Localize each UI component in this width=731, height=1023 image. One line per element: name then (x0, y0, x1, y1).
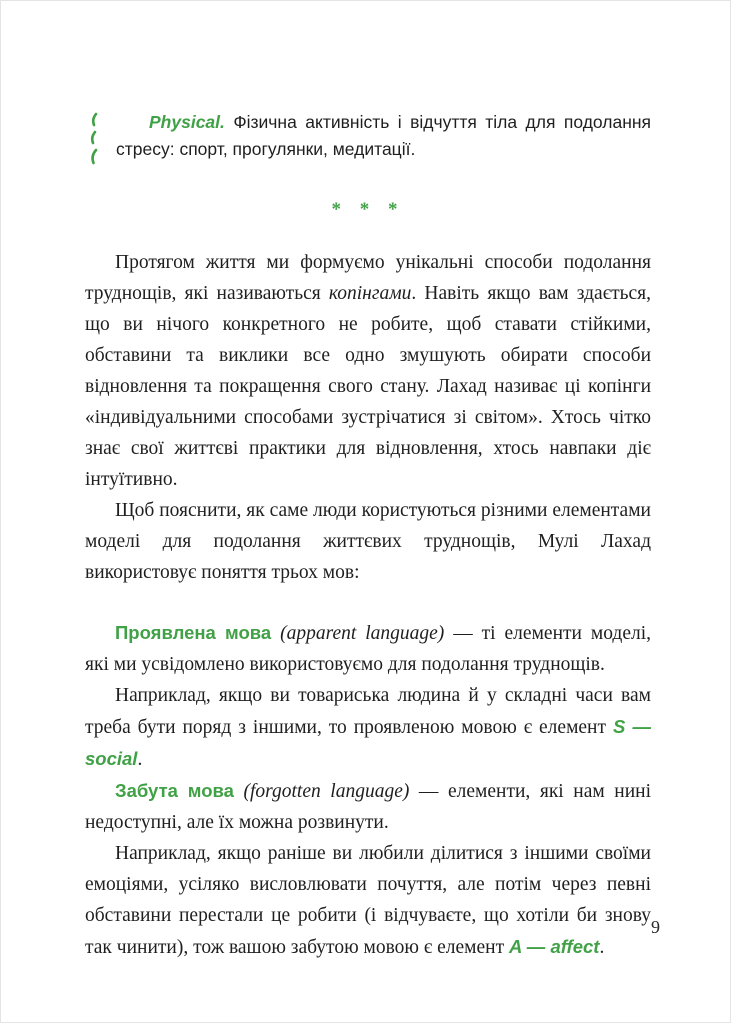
quote-text (116, 109, 651, 163)
term-apparent-language: Проявлена мова (115, 622, 272, 643)
paragraph-three-languages-intro (85, 495, 651, 588)
paragraph-apparent-language (85, 617, 651, 680)
paragraph-text: . (599, 937, 605, 958)
italic-term-copings: копінгами (328, 283, 412, 304)
term-s-social: S — social (85, 716, 652, 769)
paragraph-text: . (137, 749, 143, 770)
text-column (85, 109, 651, 963)
paragraph-text: Наприклад, якщо ви товариська людина й у складні часи вам треба бути поряд з іншими, то проявленою мовою є елемент (85, 685, 651, 738)
italic-forgotten-language: (forgotten language) (233, 781, 410, 802)
paragraph-social-example (85, 680, 651, 775)
page-number: 9 (651, 917, 660, 937)
quote-body: Фізична активність і відчуття тіла для подолання стресу: спорт, прогулянки, медитації. (116, 112, 651, 159)
paragraph-text: Щоб пояснити, як саме люди користуються різними елементами моделі для подолання життєвих труднощів, Мулі Лахад використовує поняття трьох мов: (85, 500, 651, 583)
paragraph-forgotten-language (85, 775, 651, 838)
paragraph-text: — елементи, які нам нині недоступні, але їх можна розвинути. (85, 781, 651, 833)
paragraph-text: — ті елементи моделі, які ми усвідомлено використовуємо для подолання труднощів. (85, 623, 652, 675)
quote-mark-icon (87, 112, 105, 174)
paragraph-copings (85, 247, 651, 495)
term-forgotten-language: Забута мова (115, 780, 234, 801)
paragraph-text: Протягом життя ми формуємо унікальні способи подолання труднощів, які називаються (85, 252, 651, 304)
term-a-affect: A — affect (508, 936, 600, 957)
paragraph-affect-example (85, 838, 651, 963)
section-separator: * * * (331, 199, 405, 220)
italic-apparent-language: (apparent language) (271, 623, 445, 644)
quote-keyword: Physical. (149, 112, 225, 132)
paragraph-text: Наприклад, якщо раніше ви любили ділитися з іншими своїми емоціями, усіляко висловлювати почуття, але потім через певні обставини перестали це робити (і відчуваєте, що хотіли би знову так чинити), тож вашою забутою мовою є елемент (85, 843, 651, 958)
quote-block (85, 109, 651, 163)
paragraph-text: . Навіть якщо вам здається, що ви нічого конкретного не робите, щоб ставати стійкими, обставини та виклики все одно змушують обирати способи відновлення та покращення свого стану. Лахад називає ці копінги «індивідуальними способами зустрічатися зі світом». Хтось чітко знає свої життєві практики для відновлення, хтось навпаки діє інтуїтивно. (85, 283, 651, 490)
